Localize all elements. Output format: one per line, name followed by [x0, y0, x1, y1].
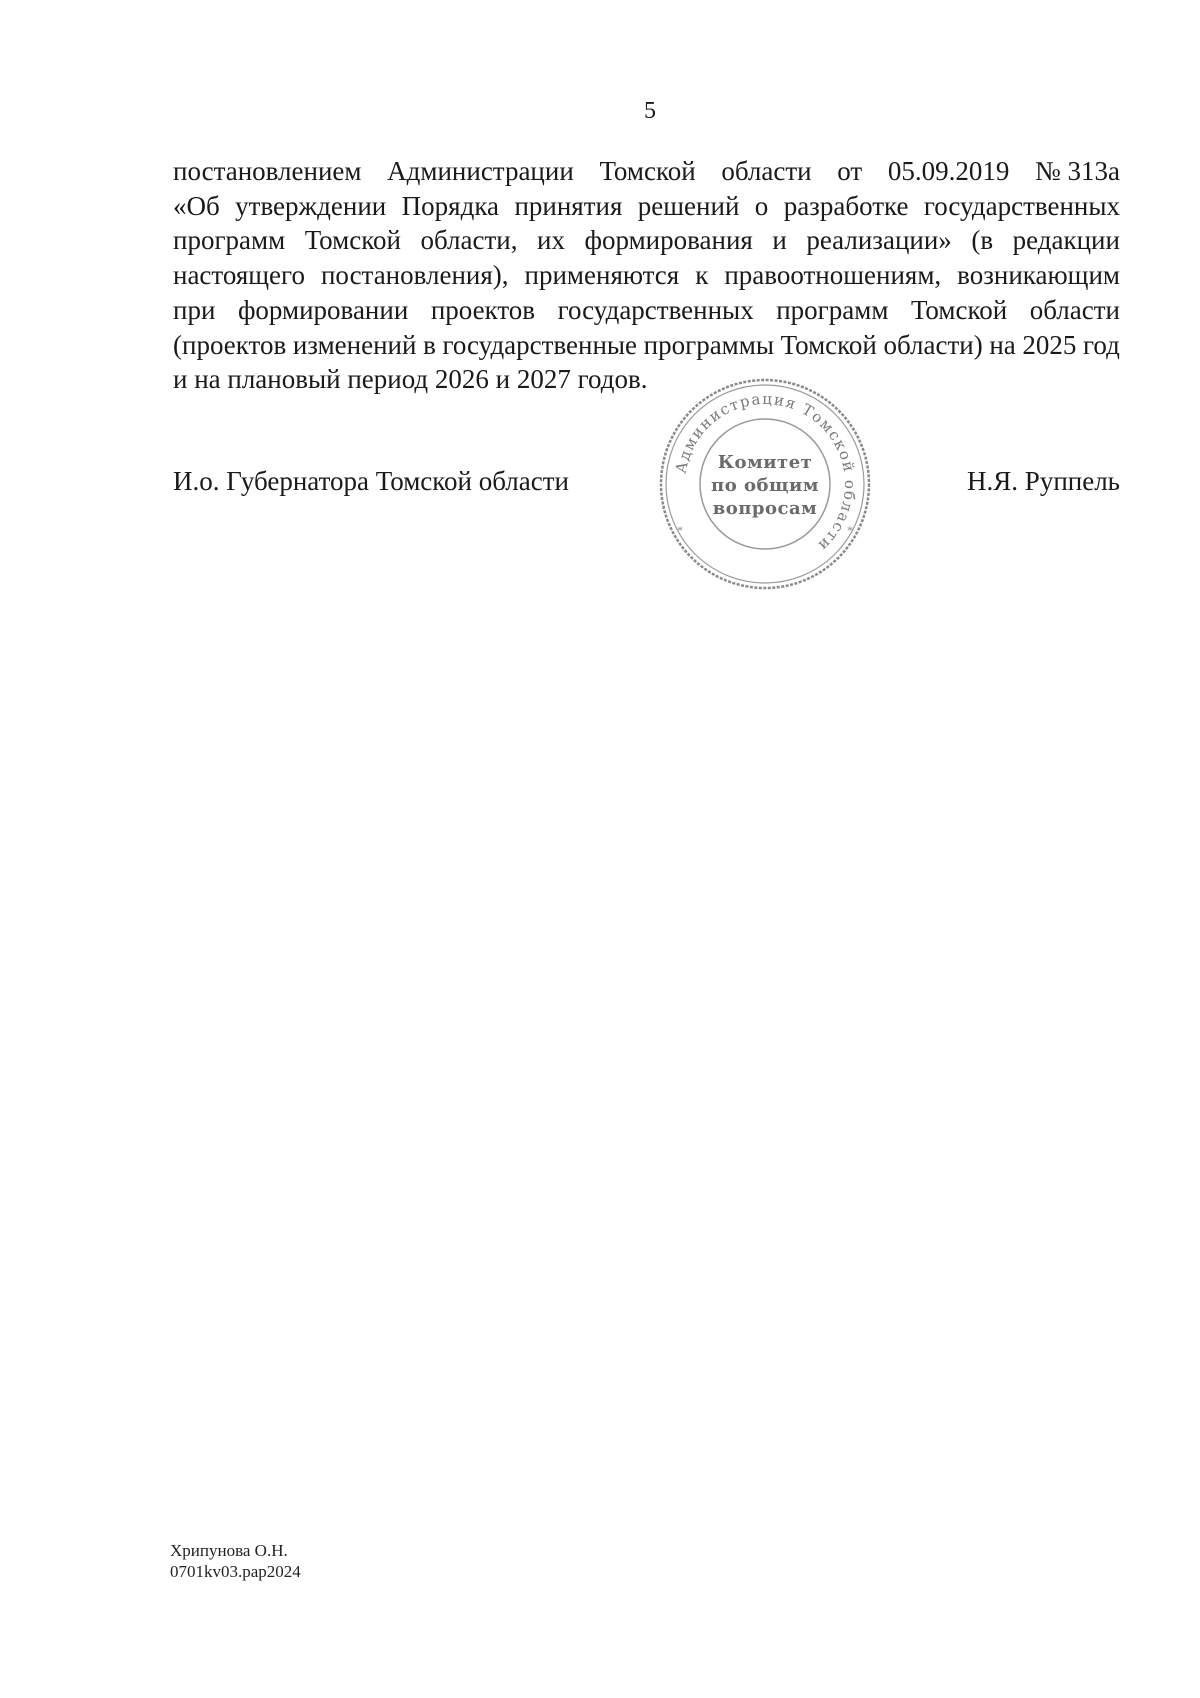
- signatory-name: Н.Я. Руппель: [967, 466, 1120, 496]
- word: изменений: [292, 329, 417, 360]
- word: 05.09.2019: [887, 156, 1010, 186]
- word: постановления),: [320, 260, 509, 291]
- stamp-center-line: Комитет: [717, 452, 813, 473]
- stamp-center-text: [655, 451, 875, 520]
- word: разработке: [783, 190, 909, 221]
- body-paragraph: [173, 154, 1120, 397]
- word: государственных: [923, 190, 1120, 221]
- word: и на плановый период 2026 и 2027 годов.: [173, 364, 648, 395]
- word: области: [1029, 294, 1120, 325]
- footer-file-code: 0701kv03.pap2024: [170, 1562, 301, 1581]
- word: государственных: [557, 294, 754, 325]
- word: Администрации: [387, 156, 574, 186]
- stamp-star-right-icon: *: [847, 523, 853, 537]
- word: программы: [643, 329, 774, 360]
- word: и: [772, 225, 787, 256]
- word: формировании: [237, 294, 409, 325]
- word: Томской: [780, 329, 877, 360]
- word: Порядка: [401, 190, 500, 221]
- word: настоящего: [173, 260, 305, 291]
- word: реализации»: [806, 225, 952, 256]
- word: области,: [420, 225, 518, 256]
- word: Томской: [599, 156, 696, 186]
- body-line-4: [173, 258, 1120, 293]
- body-line-5: [173, 293, 1120, 328]
- word: постановлением: [173, 156, 362, 186]
- word: правоотношениям,: [724, 260, 942, 291]
- word: к: [695, 260, 709, 291]
- word: области): [883, 329, 983, 360]
- word: Томской: [304, 225, 401, 256]
- word: редакции: [1012, 225, 1120, 256]
- body-line-6: [173, 328, 1120, 363]
- word: формирования: [584, 225, 753, 256]
- body-line-1: [173, 154, 1120, 189]
- footer-info: [170, 1540, 301, 1582]
- official-stamp: [655, 374, 875, 594]
- stamp-star-left-icon: *: [677, 523, 683, 537]
- word: применяются: [524, 260, 680, 291]
- word: от: [837, 156, 863, 186]
- body-line-2: [173, 189, 1120, 224]
- body-line-7: [173, 362, 1120, 397]
- word: № 313а: [1035, 156, 1120, 186]
- word: при: [173, 294, 216, 325]
- word: проектов: [430, 294, 536, 325]
- word: возникающим: [957, 260, 1120, 291]
- word: программ: [776, 294, 889, 325]
- word: их: [537, 225, 565, 256]
- word: Томской: [910, 294, 1008, 325]
- word: государственные: [442, 329, 638, 360]
- word: (в: [971, 225, 994, 256]
- word: год: [1083, 329, 1120, 360]
- word: решений: [637, 190, 740, 221]
- page-number: 5: [644, 98, 656, 124]
- word: 2025: [1022, 329, 1077, 360]
- word: на: [989, 329, 1016, 360]
- word: о: [754, 190, 769, 221]
- signatory-position: И.о. Губернатора Томской области: [173, 466, 569, 496]
- word: области: [721, 156, 812, 186]
- footer-author: Хрипунова О.Н.: [170, 1541, 288, 1560]
- word: «Об: [173, 190, 220, 221]
- stamp-center-line: по общим: [711, 475, 819, 496]
- word: утверждении: [235, 190, 387, 221]
- stamp-ring-text: Администрация Томской области: [671, 389, 860, 556]
- stamp-center-line: вопросам: [712, 498, 818, 519]
- word: (проектов: [173, 329, 287, 360]
- word: программ: [173, 225, 286, 256]
- word: в: [423, 329, 436, 360]
- body-line-3: [173, 223, 1120, 258]
- word: принятия: [514, 190, 623, 221]
